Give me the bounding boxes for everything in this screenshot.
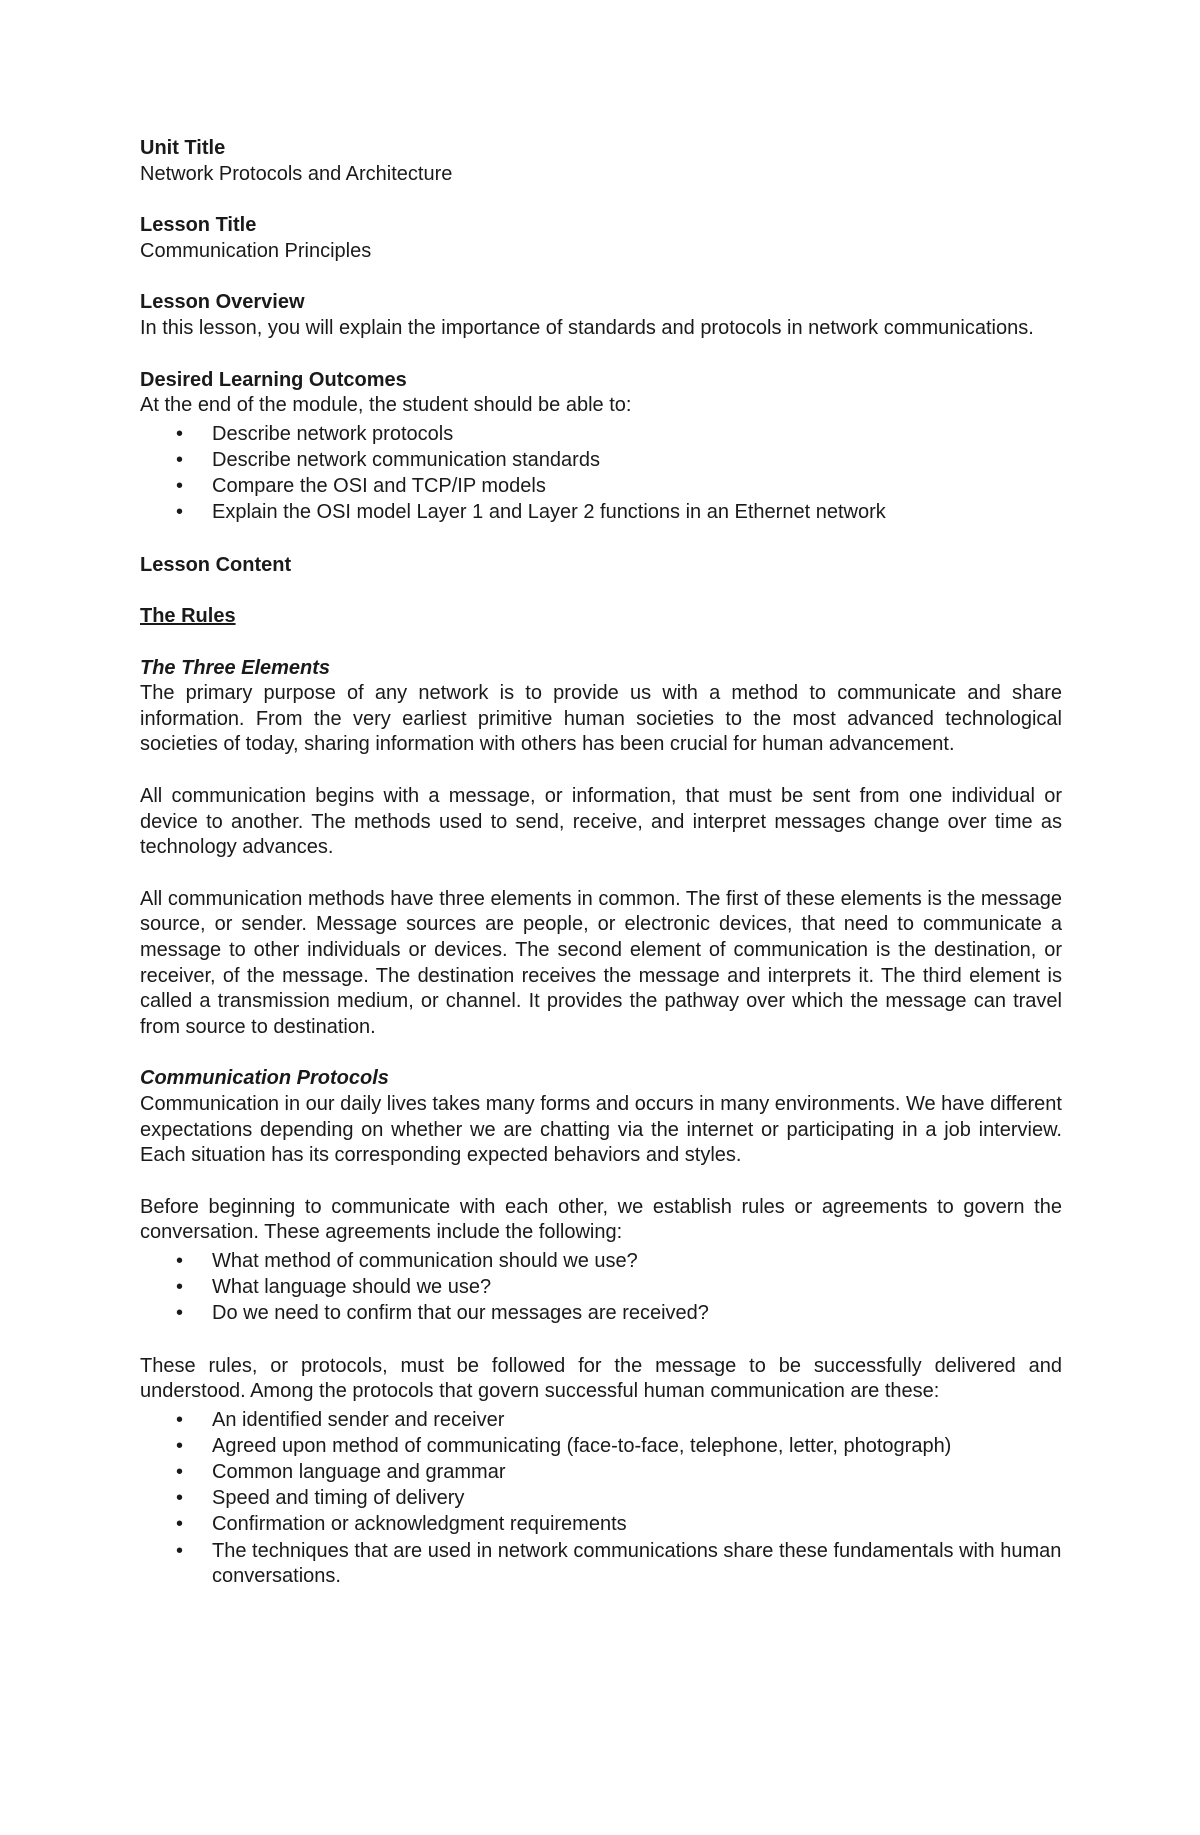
lesson-overview-text: In this lesson, you will explain the importance of standards and protocols in network communications. bbox=[140, 316, 1034, 339]
paragraph: These rules, or protocols, must be followed for the message to be successfully delivered and understood. Among the protocols that govern successful human communication are these: bbox=[140, 1354, 1062, 1403]
list-item: • Common language and grammar bbox=[176, 1461, 506, 1484]
lesson-title-value: Communication Principles bbox=[140, 239, 372, 262]
unit-title-value: Network Protocols and Architecture bbox=[140, 162, 453, 185]
learning-outcomes-list bbox=[140, 422, 1062, 526]
learning-outcomes-intro: At the end of the module, the student should be able to: bbox=[140, 394, 632, 417]
list-item: • Describe network communication standards bbox=[176, 448, 600, 471]
document-page bbox=[140, 136, 1062, 1590]
lesson-title-heading: Lesson Title bbox=[140, 214, 257, 237]
protocol-rules-list bbox=[140, 1408, 1062, 1590]
list-item: • Compare the OSI and TCP/IP models bbox=[176, 475, 546, 498]
paragraph: All communication begins with a message, or information, that must be sent from one individual or device to another. The methods used to send, receive, and interpret messages change over time as technology advances. bbox=[140, 785, 1062, 859]
paragraph: The primary purpose of any network is to provide us with a method to communicate and share information. From the very earliest primitive human societies to the most advanced technological societies of today, sharing information with others has been crucial for human advancement. bbox=[140, 682, 1062, 756]
list-item: • Speed and timing of delivery bbox=[176, 1487, 465, 1510]
list-item: • What method of communication should we use? bbox=[176, 1249, 638, 1272]
list-item: • The techniques that are used in network communications share these fundamentals with human conversations. bbox=[176, 1539, 1062, 1588]
list-item: • An identified sender and receiver bbox=[176, 1408, 505, 1431]
list-item: • Agreed upon method of communicating (face-to-face, telephone, letter, photograph) bbox=[176, 1434, 952, 1457]
three-elements-title: The Three Elements bbox=[140, 656, 331, 679]
list-item: • Explain the OSI model Layer 1 and Layer 2 functions in an Ethernet network bbox=[176, 501, 886, 524]
paragraph: Communication in our daily lives takes many forms and occurs in many environments. We have different expectations depending on whether we are chatting via the internet or participating in a job interview. Each situation has its corresponding expected behaviors and styles. bbox=[140, 1093, 1062, 1167]
list-item: • Do we need to confirm that our messages are received? bbox=[176, 1302, 709, 1325]
lesson-content-heading: Lesson Content bbox=[140, 553, 292, 576]
communication-protocols-title: Communication Protocols bbox=[140, 1067, 389, 1090]
list-item: • What language should we use? bbox=[176, 1276, 492, 1299]
learning-outcomes-heading: Desired Learning Outcomes bbox=[140, 368, 407, 391]
agreements-list bbox=[140, 1249, 1062, 1327]
unit-title-heading: Unit Title bbox=[140, 137, 226, 159]
list-item: • Confirmation or acknowledgment requirements bbox=[176, 1513, 627, 1536]
paragraph: All communication methods have three elements in common. The first of these elements is the message source, or sender. Message sources are people, or electronic devices, that need to communicate a message to other individuals or devices. The second element of communication is the destination, or receiver, of the message. The destination receives the message and interprets it. The third element is called a transmission medium, or channel. It provides the pathway over which the message can travel from source to destination. bbox=[140, 887, 1062, 1038]
list-item: • Describe network protocols bbox=[176, 422, 454, 445]
lesson-overview-heading: Lesson Overview bbox=[140, 291, 305, 314]
paragraph: Before beginning to communicate with each other, we establish rules or agreements to govern the conversation. These agreements include the following: bbox=[140, 1195, 1062, 1244]
section-title-the-rules: The Rules bbox=[140, 605, 236, 628]
